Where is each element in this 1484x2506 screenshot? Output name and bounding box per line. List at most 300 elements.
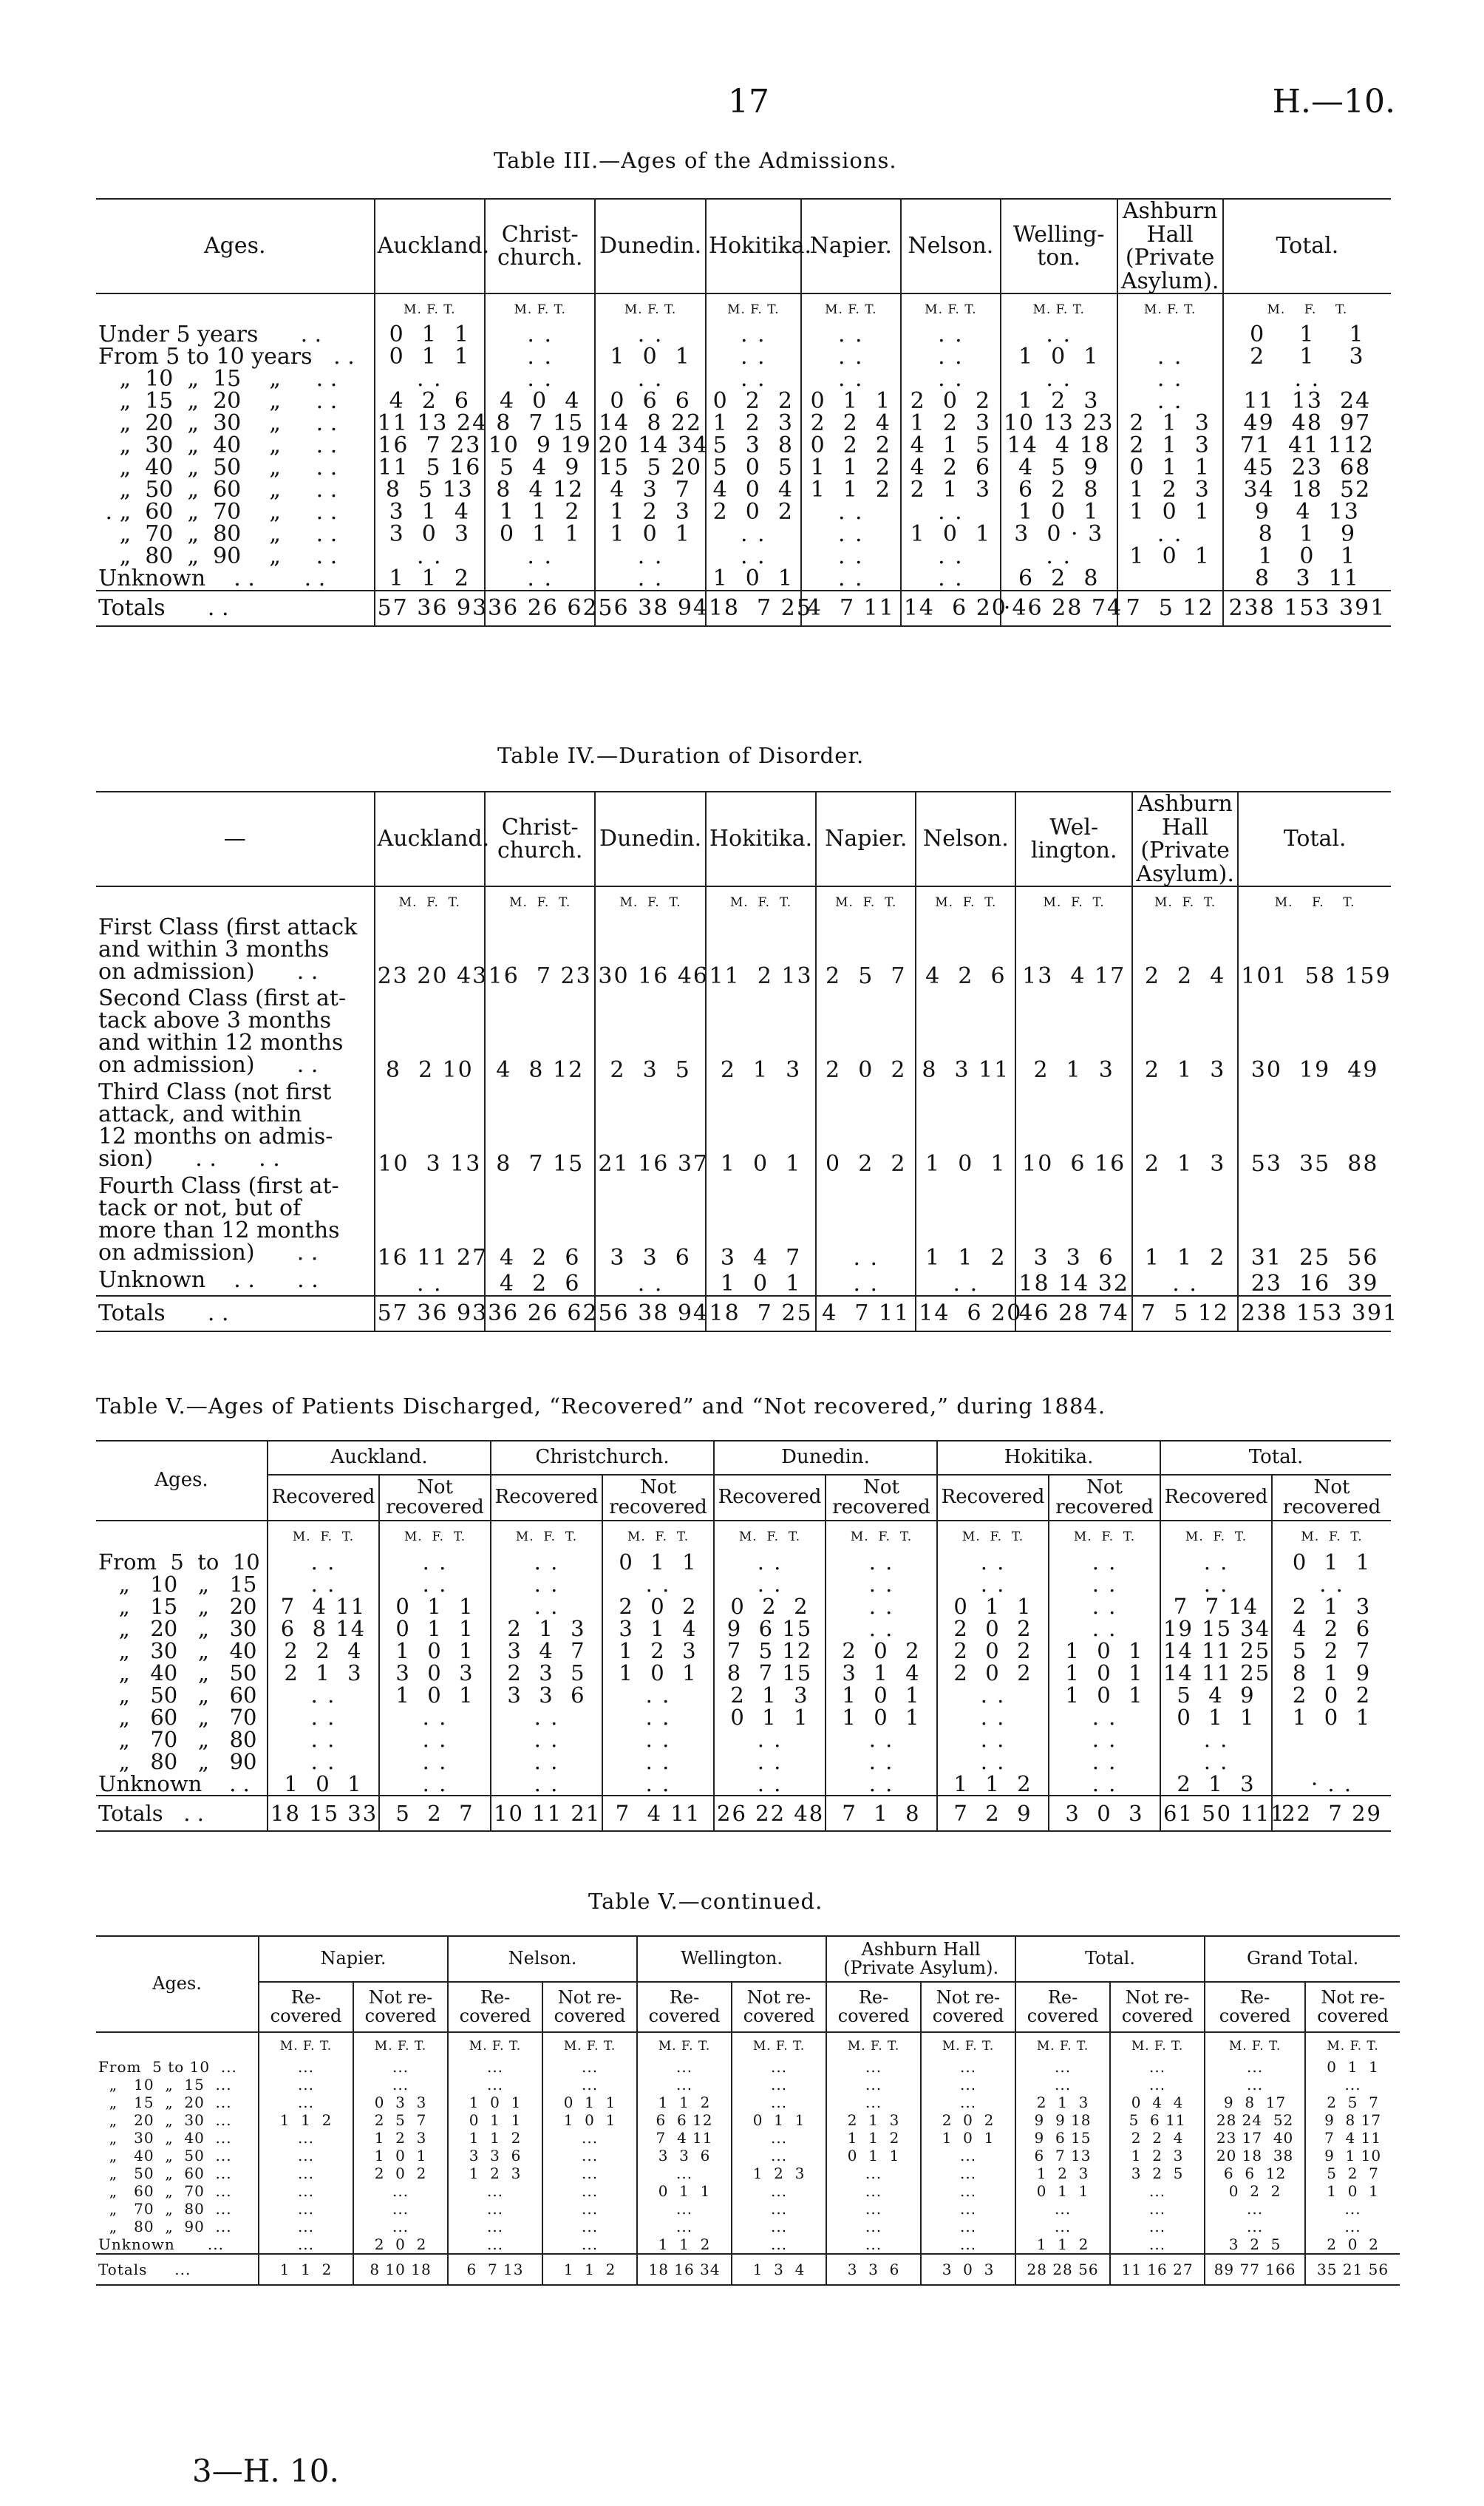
table3-cell: . . [595,368,705,390]
table4-mft-label: M. F. T. [1238,886,1391,917]
table3-cell: 1 0 1 [595,346,705,368]
table3-cell: . . [801,546,901,568]
table5-cell: 0 1 1 [602,1551,714,1573]
table3-cell: 3 0 3 [375,523,485,546]
table4-cell: 23 16 39 [1238,1269,1391,1296]
table3-row-label: „ 15 „ 20 „ . . [98,388,338,414]
table5b-mft-label: M. F. T. [921,2032,1015,2058]
table4-row-label: Second Class (first at- tack above 3 months and within 12 months on admission) . . [98,985,347,1078]
table5b-cell: ... [1110,2076,1205,2094]
table5-totals-cell: 22 7 29 [1272,1796,1391,1831]
table3-totals-cell: 14 6 20 [901,591,1001,626]
table3-cell: . . [901,501,1001,523]
table5b-cell: ... [826,2164,921,2182]
table5b-cell: 28 24 52 [1205,2111,1305,2129]
table4-cell: 2 2 4 [1132,917,1238,988]
table5b-cell: ... [542,2235,637,2254]
table5-subcolumn-header: Recovered [268,1475,379,1521]
table5-totals-label: Totals . . [96,1796,268,1831]
table5-cell: 2 1 3 [268,1662,379,1684]
table5-cell: . . [1160,1751,1272,1773]
table5-cell: . . [714,1573,826,1595]
table5b-cell: 2 1 3 [826,2111,921,2129]
table3-cell: . . [901,368,1001,390]
table4-cell: 2 5 7 [816,917,916,988]
table5b-cell: 3 3 6 [448,2147,542,2164]
table5b-mft-label: M. F. T. [542,2032,637,2058]
table5b-cell: ... [542,2164,637,2182]
table5-cell: 2 0 2 [937,1617,1049,1640]
table3-cell: 1 1 2 [485,501,595,523]
table5-ages-header: Ages. [96,1441,268,1521]
table5b-cell: 2 0 2 [1305,2235,1400,2254]
table5-cell: . . [826,1617,937,1640]
table3-cell: 3 0 · 3 [1001,523,1117,546]
table3-cell: 49 48 97 [1223,412,1391,435]
table4-cell: 2 1 3 [1132,988,1238,1081]
table5-cell: 7 4 11 [268,1595,379,1617]
table4-cell: 31 25 56 [1238,1175,1391,1269]
table5b-totals-cell: 8 10 18 [353,2254,448,2285]
table3-cell: 1 2 3 [706,412,801,435]
table5b-cell: ... [921,2094,1015,2111]
table5b-cell: ... [259,2164,353,2182]
table5-cell: . . [379,1728,491,1751]
table5-cell: . . [937,1751,1049,1773]
table5b-totals-cell: 89 77 166 [1205,2254,1305,2285]
table4-cell: 16 11 27 [375,1175,485,1269]
table3-cell: 0 1 1 [375,324,485,346]
table3-row-label: „ 70 „ 80 „ . . [98,521,338,547]
table3-cell: 4 1 5 [901,435,1001,457]
table5-mft-blank [96,1521,268,1551]
table5b-cell: ... [1015,2058,1110,2076]
table5-cell: 1 0 1 [826,1706,937,1728]
table5b-cell: ... [826,2200,921,2218]
table3-row [96,324,1391,346]
footer-signature: 3—H. 10. [192,2453,339,2489]
table5-row-label: „ 80 „ 90 [98,1749,257,1774]
table3-cell: 0 6 6 [595,390,705,412]
table3-totals-cell: ·46 28 74 [1001,591,1117,626]
table3-cell: . . [706,368,801,390]
table5-cell: 2 3 5 [491,1662,602,1684]
table5b-subcolumn-header: Re- covered [1205,1982,1305,2032]
table5b-row [96,2058,1400,2076]
table5b-cell: ... [826,2218,921,2235]
table4-row-label: Unknown . . . . [98,1267,319,1293]
table5b-cell: 1 2 3 [448,2164,542,2182]
table4-mft-label: M. F. T. [706,886,816,917]
table5b-totals-cell: 18 16 34 [637,2254,732,2285]
table5b-row-label: „ 20 „ 30 ... [98,2111,232,2129]
table4-cell: 101 58 159 [1238,917,1391,988]
table5b-subcolumn-header: Not re- covered [1305,1982,1400,2032]
table5-cell: . . [1049,1595,1160,1617]
table4-cell: 21 16 37 [595,1081,705,1175]
table5-row-label: „ 70 „ 80 [98,1727,257,1752]
table5b-subcolumn-header: Not re- covered [353,1982,448,2032]
table4-cell: 13 4 17 [1015,917,1132,988]
table5-cell: 3 0 3 [379,1662,491,1684]
table5b-caption: Table V.—continued. [588,1889,823,1914]
table5b-cell: 9 6 15 [1015,2129,1110,2147]
table5b-cell: 2 1 3 [1015,2094,1110,2111]
table5b-cell: 7 4 11 [637,2129,732,2147]
table5-cell: 2 0 2 [1272,1684,1391,1706]
table5-cell: 2 0 2 [602,1595,714,1617]
table5-cell: · . . [1272,1773,1391,1796]
table3-cell: 6 2 8 [1001,568,1117,591]
table5-cell: 3 1 4 [826,1662,937,1684]
table5-cell: . . [714,1551,826,1573]
table3-cell: . . [1001,546,1117,568]
table5-cell: . . [379,1551,491,1573]
table5-cell: . . [268,1751,379,1773]
table5-cell: 1 0 1 [826,1684,937,1706]
table5-continued [96,1935,1400,2286]
table5b-cell: ... [921,2235,1015,2254]
table3-cell: . . [801,346,901,368]
table4-row-label: First Class (first attack and within 3 months on admission) . . [98,914,358,985]
table5-cell [1272,1751,1391,1773]
table5b-cell: ... [732,2147,826,2164]
table3-cell: 2 1 3 [1117,412,1223,435]
table3-cell [1117,324,1223,346]
table5-totals-cell: 10 11 21 [491,1796,602,1831]
table5b-cell: 0 1 1 [1305,2058,1400,2076]
table5-cell: . . [491,1706,602,1728]
table5-row [96,1617,1391,1640]
table5-cell: 14 11 25 [1160,1662,1272,1684]
table5-cell: . . [1049,1617,1160,1640]
table5b-mft-label: M. F. T. [259,2032,353,2058]
table5b-cell: 1 1 2 [826,2129,921,2147]
table5-subcolumn-header: Not recovered [1049,1475,1160,1521]
table3-mft-label: M. F. T. [706,293,801,324]
table5b-cell: ... [1015,2218,1110,2235]
table5b-cell: 0 1 1 [637,2182,732,2200]
table5b-cell: ... [732,2182,826,2200]
table5b-cell: ... [353,2076,448,2094]
table5-cell: 1 0 1 [602,1662,714,1684]
table5-cell: 19 15 34 [1160,1617,1272,1640]
table5b-cell: ... [826,2094,921,2111]
table3-totals-cell: 18 7 25 [706,591,801,626]
table5-cell: 9 6 15 [714,1617,826,1640]
table5-cell: . . [1160,1728,1272,1751]
table5b-cell: ... [259,2076,353,2094]
table5-row-label: „ 10 „ 15 [98,1572,257,1597]
table4-row-label: Third Class (not first attack, and within 12 months on admis- sion) . . . . [98,1079,333,1172]
table5b-cell: ... [732,2129,826,2147]
table3-totals-label: Totals . . [96,591,375,626]
table5b-cell: ... [637,2058,732,2076]
table5-mft-label: M. F. T. [937,1521,1049,1551]
table5-cell: . . [491,1773,602,1796]
table3-totals-cell: 36 26 62 [485,591,595,626]
table3-cell: 11 13 24 [1223,390,1391,412]
table5b-cell: 1 0 1 [542,2111,637,2129]
table5b-subcolumn-header: Not re- covered [732,1982,826,2032]
table3-cell: 20 14 34 [595,435,705,457]
table5-cell: 8 7 15 [714,1662,826,1684]
table4-cell: 11 2 13 [706,917,816,988]
table3-col-header: Ages. [96,199,375,293]
table5-cell: . . [1049,1773,1160,1796]
table5b-cell: 1 0 1 [921,2129,1015,2147]
table5-cell: . . [1160,1573,1272,1595]
table3-cell: . . [375,368,485,390]
table4-cell: 1 1 2 [916,1175,1015,1269]
table3-cell: . . [1001,324,1117,346]
table5-cell: . . [937,1573,1049,1595]
table5-cell: . . [937,1706,1049,1728]
table5-cell: . . [714,1751,826,1773]
table5b-cell: ... [259,2182,353,2200]
table3-cell: 2 1 3 [1223,346,1391,368]
table5b-mft-label: M. F. T. [448,2032,542,2058]
table5b-cell: ... [542,2200,637,2218]
table5-mft-label: M. F. T. [826,1521,937,1551]
table5-cell: 2 1 3 [1272,1595,1391,1617]
table3-cell: . . [1001,368,1117,390]
table3-row-label: „ 10 „ 15 „ . . [98,366,338,392]
table5b-cell: 0 1 1 [448,2111,542,2129]
document-reference: H.—10. [1272,83,1395,120]
table4-col-header: Dunedin. [595,792,705,886]
table5-totals-cell: 18 15 33 [268,1796,379,1831]
table5-cell: . . [602,1573,714,1595]
table3-row-label: „ 20 „ 30 „ . . [98,410,338,436]
table4-cell: 1 0 1 [706,1081,816,1175]
table3-cell: 8 1 9 [1223,523,1391,546]
table5b-cell: ... [826,2076,921,2094]
table3-col-header: Dunedin. [595,199,705,293]
table5-row [96,1573,1391,1595]
table5b-cell: ... [1110,2058,1205,2076]
table5b-totals-cell: 3 3 6 [826,2254,921,2285]
table5-cell: 3 1 4 [602,1617,714,1640]
table3-row [96,501,1391,523]
table5b-cell: 0 2 2 [1205,2182,1305,2200]
table5-cell: . . [491,1751,602,1773]
table3-cell: 34 18 52 [1223,479,1391,501]
table4-cell: 0 2 2 [816,1081,916,1175]
table5b-cell: ... [259,2218,353,2235]
table5b-subcolumn-header: Re- covered [826,1982,921,2032]
table5-patients-discharged [96,1440,1391,1832]
table4-cell: 2 1 3 [1015,988,1132,1081]
table3-cell: . . [375,546,485,568]
table5b-cell: 0 1 1 [1015,2182,1110,2200]
table5b-group-header: Ashburn Hall (Private Asylum). [826,1936,1015,1982]
table5-mft-label: M. F. T. [602,1521,714,1551]
table3-row-label: . „ 60 „ 70 „ . . [98,499,338,525]
table3-cell: 1 1 2 [375,568,485,591]
table5b-cell: 0 1 1 [542,2094,637,2111]
table5b-cell: ... [921,2164,1015,2182]
table5-cell: 3 3 6 [491,1684,602,1706]
table5b-totals-label: Totals ... [96,2254,259,2285]
table3-cell: 8 5 13 [375,479,485,501]
table3-cell: 8 7 15 [485,412,595,435]
table5b-mft-label: M. F. T. [1205,2032,1305,2058]
table5b-cell: 0 4 4 [1110,2094,1205,2111]
table4-totals-cell: 238 153 391 [1238,1296,1391,1331]
table5b-cell: ... [637,2200,732,2218]
table5-cell: . . [937,1551,1049,1573]
table3-totals-cell: 238 153 391 [1223,591,1391,626]
table5b-cell: 9 9 18 [1015,2111,1110,2129]
table5-subcolumn-header: Recovered [714,1475,826,1521]
table5b-cell: 9 8 17 [1305,2111,1400,2129]
table5b-totals-cell: 3 0 3 [921,2254,1015,2285]
table5b-cell: ... [637,2076,732,2094]
table5b-cell: ... [732,2058,826,2076]
table3-col-header: Hokitika. [706,199,801,293]
table5b-cell: ... [732,2094,826,2111]
table5-cell: . . [937,1684,1049,1706]
table3-mft-label: M. F. T. [375,293,485,324]
table5b-cell: ... [542,2129,637,2147]
table5b-cell: ... [826,2235,921,2254]
table3-row [96,346,1391,368]
table5b-totals-cell: 35 21 56 [1305,2254,1400,2285]
table5-cell: . . [826,1728,937,1751]
table5-cell: 3 4 7 [491,1640,602,1662]
table5b-cell: 1 2 3 [732,2164,826,2182]
table5b-group-header: Napier. [259,1936,448,1982]
table3-cell: 11 5 16 [375,457,485,479]
table4-cell: 18 14 32 [1015,1269,1132,1296]
table4-cell: 10 3 13 [375,1081,485,1175]
table5-cell: . . [268,1573,379,1595]
table3-cell: 1 2 3 [901,412,1001,435]
table3-col-header: Christ- church. [485,199,595,293]
table5b-mft-blank [96,2032,259,2058]
table5b-cell: ... [921,2218,1015,2235]
table5-cell: 2 0 2 [937,1640,1049,1662]
table3-cell: 45 23 68 [1223,457,1391,479]
table5-cell: 0 1 1 [1160,1706,1272,1728]
table5-cell: 1 0 1 [1049,1662,1160,1684]
table5b-group-header: Total. [1015,1936,1205,1982]
table3-row-label: From 5 to 10 years . . [98,344,355,370]
table5-cell: . . [1160,1551,1272,1573]
table5-mft-label: M. F. T. [268,1521,379,1551]
table5-cell: 1 0 1 [379,1684,491,1706]
table3-cell: 14 4 18 [1001,435,1117,457]
table3-caption: Table III.—Ages of the Admissions. [494,148,897,173]
table5-cell: . . [379,1573,491,1595]
table5b-mft-label: M. F. T. [826,2032,921,2058]
table5-cell: 1 1 2 [937,1773,1049,1796]
table5b-cell: 20 18 38 [1205,2147,1305,2164]
table5b-totals-row [96,2254,1400,2285]
table5-group-header: Auckland. [268,1441,491,1475]
table4-totals-cell: 18 7 25 [706,1296,816,1331]
table5-cell: . . [268,1706,379,1728]
table4-mft-label: M. F. T. [485,886,595,917]
table4-totals-cell: 36 26 62 [485,1296,595,1331]
table3-cell: . . [1117,390,1223,412]
table5b-cell: ... [637,2164,732,2182]
table5b-cell: 5 2 7 [1305,2164,1400,2182]
table3-totals-cell: 7 5 12 [1117,591,1223,626]
table5b-cell: ... [1015,2076,1110,2094]
table3-cell: 6 2 8 [1001,479,1117,501]
table4-totals-cell: 46 28 74 [1015,1296,1132,1331]
table4-totals-cell: 14 6 20 [916,1296,1015,1331]
table4-cell: 2 3 5 [595,988,705,1081]
table3-cell: . . [1117,368,1223,390]
table3-col-header: Welling- ton. [1001,199,1117,293]
table3-cell: 4 0 4 [706,479,801,501]
table5-totals-cell: 26 22 48 [714,1796,826,1831]
table5b-mft-label: M. F. T. [1110,2032,1205,2058]
table5b-cell: 3 3 6 [637,2147,732,2164]
table3-mft-label: M. F. T. [1223,293,1391,324]
table3-cell: 2 1 3 [901,479,1001,501]
table5-subcolumn-header: Recovered [491,1475,602,1521]
table5b-cell: ... [732,2235,826,2254]
table5b-cell: 3 2 5 [1205,2235,1305,2254]
table5-totals-row [96,1796,1391,1831]
table4-duration-of-disorder [96,791,1399,1332]
table3-cell: . . [595,546,705,568]
table5b-cell: 2 0 2 [353,2235,448,2254]
table3-cell: 1 2 3 [595,501,705,523]
table5b-row [96,2182,1400,2200]
table5b-totals-cell: 28 28 56 [1015,2254,1110,2285]
table3-row [96,546,1391,568]
table5-cell: . . [268,1551,379,1573]
table3-cell: . . [801,523,901,546]
table5-row-label: „ 60 „ 70 [98,1705,257,1730]
table5b-cell: 0 1 1 [732,2111,826,2129]
table3-col-header: Auckland. [375,199,485,293]
table5b-cell: ... [353,2200,448,2218]
table5-cell: . . [379,1773,491,1796]
table5-cell: 0 1 1 [714,1706,826,1728]
table5b-subcolumn-header: Not re- covered [1110,1982,1205,2032]
table3-cell: 0 1 1 [375,346,485,368]
table5b-cell: 6 6 12 [1205,2164,1305,2182]
table5b-mft-label: M. F. T. [353,2032,448,2058]
table5b-cell: 9 1 10 [1305,2147,1400,2164]
table4-cell: 53 35 88 [1238,1081,1391,1175]
table4-cell: 1 0 1 [706,1269,816,1296]
table5-totals-cell: 61 50 111 [1160,1796,1272,1831]
table5b-cell: ... [1205,2076,1305,2094]
table3-mft-blank [96,293,375,324]
table3-cell: 8 3 11 [1223,568,1391,591]
table5-group-header: Christchurch. [491,1441,714,1475]
table5-cell: 1 0 1 [1049,1640,1160,1662]
table3-cell: 16 7 23 [375,435,485,457]
table5b-row-label: „ 80 „ 90 ... [98,2218,232,2235]
table5-cell: . . [937,1728,1049,1751]
table5b-cell: ... [1110,2200,1205,2218]
table5-cell: . . [602,1751,714,1773]
table5-cell: 2 0 2 [937,1662,1049,1684]
table5b-cell: ... [542,2076,637,2094]
table5-cell: . . [268,1728,379,1751]
table3-cell: . . [801,324,901,346]
table3-cell: . . [901,546,1001,568]
table3-row-label: „ 40 „ 50 „ . . [98,455,338,481]
